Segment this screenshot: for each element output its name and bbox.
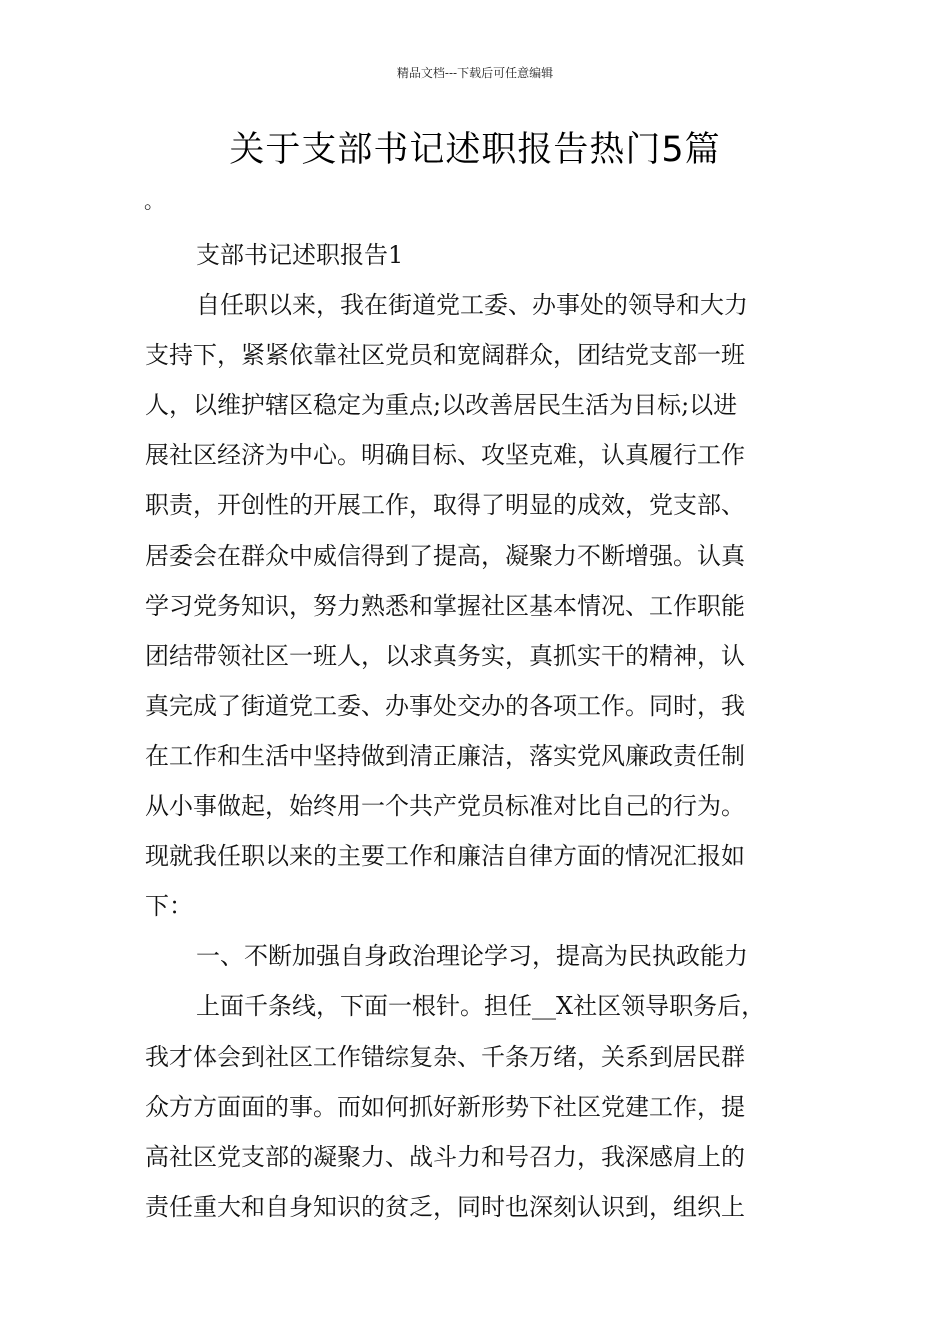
body-line: 责任重大和自身知识的贫乏，同时也深刻认识到，组织上 [145,1192,745,1221]
body-line: 人，以维护辖区稳定为重点;以改善居民生活为目标;以进 [145,391,738,420]
body-line: 下： [145,892,193,921]
body-line: 上面千条线，下面一根针。担任__X社区领导职务后， [196,992,766,1021]
document-body [145,230,807,1232]
body-line: 高社区党支部的凝聚力、战斗力和号召力，我深感肩上的 [145,1142,745,1171]
body-line: 支部书记述职报告1 [196,241,404,269]
stray-punctuation: 。 [144,189,164,213]
body-line: 众方方面面的事。而如何抓好新形势下社区党建工作，提 [145,1092,745,1121]
body-line: 职责，开创性的开展工作，取得了明显的成效，党支部、 [145,491,745,520]
body-line: 学习党务知识，努力熟悉和掌握社区基本情况、工作职能 [145,591,745,620]
body-line: 一、不断加强自身政治理论学习，提高为民执政能力 [196,942,748,971]
body-line: 居委会在群众中威信得到了提高，凝聚力不断增强。认真 [145,541,745,570]
header-note: 精品文档---下载后可任意编辑 [396,66,554,80]
document-title: 关于支部书记述职报告热门5篇 [229,130,721,170]
body-line: 真完成了街道党工委、办事处交办的各项工作。同时，我 [145,691,745,720]
body-line: 支持下，紧紧依靠社区党员和宽阔群众，团结党支部一班 [145,341,745,370]
body-line: 现就我任职以来的主要工作和廉洁自律方面的情况汇报如 [145,842,745,871]
body-line: 从小事做起，始终用一个共产党员标准对比自己的行为。 [145,792,745,821]
body-line: 展社区经济为中心。明确目标、攻坚克难，认真履行工作 [145,441,745,470]
body-line: 我才体会到社区工作错综复杂、千条万绪，关系到居民群 [145,1042,745,1071]
body-line: 自任职以来，我在街道党工委、办事处的领导和大力 [196,291,748,320]
body-line: 在工作和生活中坚持做到清正廉洁，落实党风廉政责任制 [145,741,745,770]
body-line: 团结带领社区一班人，以求真务实，真抓实干的精神，认 [145,641,745,670]
